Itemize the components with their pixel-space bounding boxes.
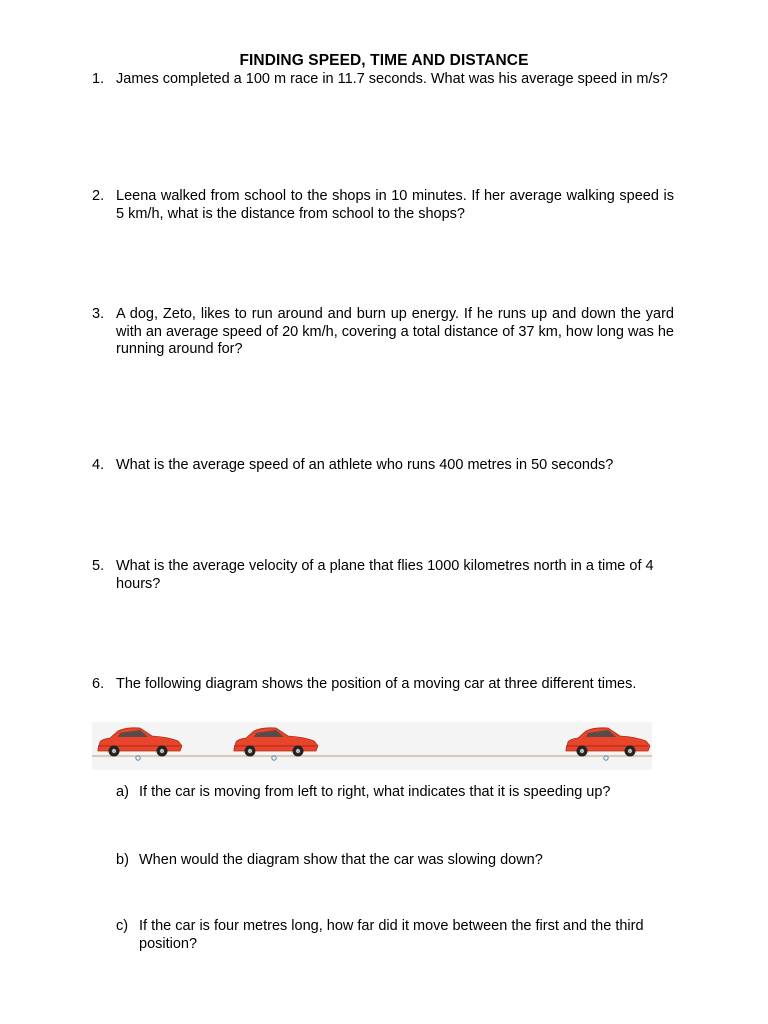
question-number: 2. <box>92 188 105 204</box>
question-number: 1. <box>92 71 105 87</box>
question-5 <box>92 558 674 593</box>
car-position-diagram <box>92 722 652 770</box>
question-number: 3. <box>92 306 105 322</box>
question-text: What is the average velocity of a plane that flies 1000 kilometres north in a time of 4 hours? <box>116 558 654 592</box>
page-title: FINDING SPEED, TIME AND DISTANCE <box>239 52 529 69</box>
question-text: James completed a 100 m race in 11.7 seconds. What was his average speed in m/s? <box>116 71 668 87</box>
question-2 <box>92 188 674 223</box>
question-text: A dog, Zeto, likes to run around and burn up energy. If he runs up and down the yard with an average speed of 20 km/h, covering a total distance of 37 km, how long was he running around for? <box>116 306 674 357</box>
question-4 <box>92 457 674 475</box>
subquestion-letter: a) <box>116 784 129 800</box>
subquestion-a <box>116 784 676 802</box>
question-number: 6. <box>92 676 105 692</box>
question-text: What is the average speed of an athlete who runs 400 metres in 50 seconds? <box>116 457 614 473</box>
question-1 <box>92 71 674 89</box>
question-text: Leena walked from school to the shops in 10 minutes. If her average walking speed is 5 km/h, what is the distance from school to the shops? <box>116 188 674 222</box>
subquestion-letter: b) <box>116 852 129 868</box>
subquestion-text: When would the diagram show that the car was slowing down? <box>139 852 543 868</box>
question-text: The following diagram shows the position of a moving car at three different times. <box>116 676 637 692</box>
question-3 <box>92 306 674 359</box>
subquestion-letter: c) <box>116 918 129 934</box>
subquestion-b <box>116 852 676 870</box>
question-number: 5. <box>92 558 105 574</box>
question-6 <box>92 676 674 694</box>
question-number: 4. <box>92 457 105 473</box>
subquestion-text: If the car is four metres long, how far did it move between the first and the third position? <box>139 918 644 952</box>
subquestion-text: If the car is moving from left to right, what indicates that it is speeding up? <box>139 784 611 800</box>
subquestion-c <box>116 918 676 953</box>
